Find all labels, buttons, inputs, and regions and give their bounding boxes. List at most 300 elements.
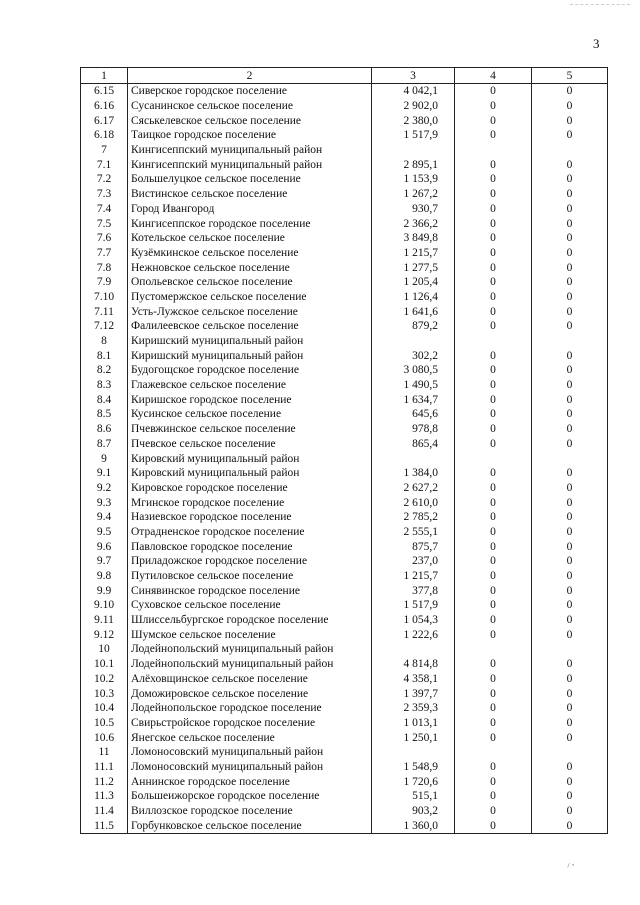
municipality-name: Фалилеевское сельское поселение: [128, 319, 372, 334]
municipality-name: Опольевское сельское поселение: [128, 275, 372, 290]
row-number: 7.2: [81, 172, 128, 187]
table-row: [81, 172, 608, 187]
table-row: [81, 363, 608, 378]
table-row: [81, 157, 608, 172]
amount-value: 930,7: [372, 202, 455, 217]
row-number: 9.10: [81, 598, 128, 613]
column-header-1: 1: [81, 68, 128, 84]
column-4-value: 0: [455, 319, 532, 334]
amount-value: 2 785,2: [372, 510, 455, 525]
column-4-value: 0: [455, 304, 532, 319]
column-header-2: 2: [128, 68, 372, 84]
column-4-value: 0: [455, 774, 532, 789]
column-5-value: 0: [532, 686, 608, 701]
table-row: [81, 569, 608, 584]
row-number: 8.3: [81, 378, 128, 393]
column-4-value: 0: [455, 407, 532, 422]
column-4-value: 0: [455, 290, 532, 305]
municipality-name: Большелуцкое сельское поселение: [128, 172, 372, 187]
column-5-value: 0: [532, 216, 608, 231]
row-number: 9.6: [81, 539, 128, 554]
column-4-value: 0: [455, 672, 532, 687]
column-5-value: 0: [532, 818, 608, 833]
amount-value: 2 366,2: [372, 216, 455, 231]
column-4-value: 0: [455, 481, 532, 496]
row-number: 7.6: [81, 231, 128, 246]
row-number: 6.15: [81, 84, 128, 99]
column-5-value: 0: [532, 672, 608, 687]
row-number: 11.3: [81, 789, 128, 804]
column-5-value: 0: [532, 231, 608, 246]
municipality-name: Лодейнопольский муниципальный район: [128, 657, 372, 672]
municipality-name: Вистинское сельское поселение: [128, 187, 372, 202]
column-4-value: 0: [455, 128, 532, 143]
column-5-value: 0: [532, 113, 608, 128]
column-4-value: 0: [455, 363, 532, 378]
column-5-value: 0: [532, 789, 608, 804]
column-5-value: 0: [532, 363, 608, 378]
amount-value: 1 548,9: [372, 760, 455, 775]
amount-value: 1 205,4: [372, 275, 455, 290]
table-row: [81, 774, 608, 789]
column-4-value: 0: [455, 466, 532, 481]
municipality-name: Кусинское сельское поселение: [128, 407, 372, 422]
table-row: [81, 804, 608, 819]
municipality-name: Путиловское сельское поселение: [128, 569, 372, 584]
table-row: [81, 437, 608, 452]
table-row: [81, 290, 608, 305]
row-number: 9.4: [81, 510, 128, 525]
row-number: 11: [81, 745, 128, 760]
column-5-value: 0: [532, 378, 608, 393]
municipality-name: Ломоносовский муниципальный район: [128, 745, 372, 760]
municipality-name: Киришское городское поселение: [128, 392, 372, 407]
amount-value: 1 490,5: [372, 378, 455, 393]
column-4-value: 0: [455, 569, 532, 584]
column-4-value: 0: [455, 216, 532, 231]
table-row: [81, 481, 608, 496]
amount-value: 4 814,8: [372, 657, 455, 672]
row-number: 9.7: [81, 554, 128, 569]
row-number: 8.7: [81, 437, 128, 452]
table-row: [81, 202, 608, 217]
amount-value: 2 555,1: [372, 525, 455, 540]
row-number: 10.6: [81, 730, 128, 745]
row-number: 9.2: [81, 481, 128, 496]
row-number: 7.1: [81, 157, 128, 172]
table-row: [81, 260, 608, 275]
column-4-value: 0: [455, 437, 532, 452]
column-4-value: 0: [455, 260, 532, 275]
handwritten-mark: ⸝‚: [563, 856, 576, 871]
allocation-table: [80, 67, 608, 834]
column-4-value: 0: [455, 275, 532, 290]
column-5-value: 0: [532, 525, 608, 540]
row-number: 8.2: [81, 363, 128, 378]
amount-value: 4 358,1: [372, 672, 455, 687]
amount-value: 1 517,9: [372, 128, 455, 143]
column-4-value: 0: [455, 613, 532, 628]
amount-value: 302,2: [372, 348, 455, 363]
column-4-value: 0: [455, 392, 532, 407]
table-row: [81, 99, 608, 114]
column-4-value: 0: [455, 583, 532, 598]
table-row: [81, 392, 608, 407]
column-5-value: 0: [532, 554, 608, 569]
column-4-value: [455, 451, 532, 466]
amount-value: 1 360,0: [372, 818, 455, 833]
table-row: [81, 730, 608, 745]
municipality-name: Ломоносовский муниципальный район: [128, 760, 372, 775]
amount-value: 2 627,2: [372, 481, 455, 496]
municipality-name: Пчевжинское сельское поселение: [128, 422, 372, 437]
row-number: 10.1: [81, 657, 128, 672]
column-5-value: 0: [532, 319, 608, 334]
amount-value: [372, 642, 455, 657]
amount-value: 1 720,6: [372, 774, 455, 789]
column-5-value: 0: [532, 304, 608, 319]
row-number: 9.1: [81, 466, 128, 481]
table-row: [81, 84, 608, 99]
table-row: [81, 466, 608, 481]
column-5-value: 0: [532, 84, 608, 99]
table-row: [81, 760, 608, 775]
page-number: 3: [593, 36, 600, 51]
column-5-value: 0: [532, 613, 608, 628]
amount-value: [372, 334, 455, 349]
municipality-name: Большеижорское городское поселение: [128, 789, 372, 804]
amount-value: 865,4: [372, 437, 455, 452]
row-number: 10.5: [81, 716, 128, 731]
municipality-name: Сяськелевское сельское поселение: [128, 113, 372, 128]
row-number: 7.9: [81, 275, 128, 290]
amount-value: 2 895,1: [372, 157, 455, 172]
municipality-name: Свирьстройское городское поселение: [128, 716, 372, 731]
amount-value: 879,2: [372, 319, 455, 334]
row-number: 8.1: [81, 348, 128, 363]
amount-value: 1 267,2: [372, 187, 455, 202]
row-number: 6.18: [81, 128, 128, 143]
row-number: 7.5: [81, 216, 128, 231]
column-4-value: 0: [455, 172, 532, 187]
row-number: 10.4: [81, 701, 128, 716]
row-number: 7: [81, 143, 128, 158]
row-number: 9.5: [81, 525, 128, 540]
amount-value: 1 634,7: [372, 392, 455, 407]
table-row: [81, 451, 608, 466]
amount-value: [372, 451, 455, 466]
table-row: [81, 143, 608, 158]
column-5-value: 0: [532, 157, 608, 172]
column-5-value: 0: [532, 701, 608, 716]
table-row: [81, 348, 608, 363]
scan-edge-line: [570, 4, 630, 6]
table-row: [81, 716, 608, 731]
column-5-value: 0: [532, 392, 608, 407]
amount-value: [372, 745, 455, 760]
municipality-name: Пустомержское сельское поселение: [128, 290, 372, 305]
amount-value: 2 380,0: [372, 113, 455, 128]
table-row: [81, 187, 608, 202]
column-5-value: [532, 642, 608, 657]
column-5-value: 0: [532, 804, 608, 819]
amount-value: 1 250,1: [372, 730, 455, 745]
row-number: 7.3: [81, 187, 128, 202]
row-number: 6.17: [81, 113, 128, 128]
amount-value: 1 222,6: [372, 627, 455, 642]
column-5-value: [532, 334, 608, 349]
municipality-name: Кировский муниципальный район: [128, 466, 372, 481]
table-row: [81, 128, 608, 143]
table-row: [81, 275, 608, 290]
column-4-value: 0: [455, 716, 532, 731]
column-header-3: 3: [372, 68, 455, 84]
municipality-name: Мгинское городское поселение: [128, 495, 372, 510]
amount-value: 237,0: [372, 554, 455, 569]
municipality-name: Сиверское городское поселение: [128, 84, 372, 99]
column-header-5: 5: [532, 68, 608, 84]
column-4-value: [455, 745, 532, 760]
municipality-name: Суховское сельское поселение: [128, 598, 372, 613]
column-5-value: 0: [532, 598, 608, 613]
row-number: 8.5: [81, 407, 128, 422]
row-number: 11.5: [81, 818, 128, 833]
column-5-value: [532, 451, 608, 466]
municipality-name: Кингисеппский муниципальный район: [128, 143, 372, 158]
table-row: [81, 701, 608, 716]
column-4-value: 0: [455, 378, 532, 393]
municipality-name: Лодейнопольский муниципальный район: [128, 642, 372, 657]
amount-value: 1 013,1: [372, 716, 455, 731]
amount-value: [372, 143, 455, 158]
table-row: [81, 216, 608, 231]
amount-value: 3 080,5: [372, 363, 455, 378]
table-row: [81, 407, 608, 422]
amount-value: 3 849,8: [372, 231, 455, 246]
column-4-value: 0: [455, 657, 532, 672]
row-number: 8.6: [81, 422, 128, 437]
table-row: [81, 672, 608, 687]
municipality-name: Синявинское городское поселение: [128, 583, 372, 598]
column-5-value: 0: [532, 481, 608, 496]
column-4-value: 0: [455, 730, 532, 745]
column-5-value: 0: [532, 99, 608, 114]
municipality-name: Приладожское городское поселение: [128, 554, 372, 569]
column-4-value: 0: [455, 818, 532, 833]
column-5-value: [532, 143, 608, 158]
row-number: 11.4: [81, 804, 128, 819]
municipality-name: Шлиссельбургское городское поселение: [128, 613, 372, 628]
row-number: 8: [81, 334, 128, 349]
municipality-name: Сусанинское сельское поселение: [128, 99, 372, 114]
table-row: [81, 113, 608, 128]
column-4-value: 0: [455, 422, 532, 437]
row-number: 11.1: [81, 760, 128, 775]
column-5-value: 0: [532, 774, 608, 789]
table-row: [81, 539, 608, 554]
municipality-name: Киришский муниципальный район: [128, 348, 372, 363]
row-number: 7.4: [81, 202, 128, 217]
table-row: [81, 422, 608, 437]
municipality-name: Нежновское сельское поселение: [128, 260, 372, 275]
column-5-value: 0: [532, 583, 608, 598]
table-row: [81, 627, 608, 642]
column-5-value: 0: [532, 275, 608, 290]
table-row: [81, 789, 608, 804]
table-row: [81, 642, 608, 657]
column-4-value: 0: [455, 525, 532, 540]
column-5-value: 0: [532, 422, 608, 437]
column-5-value: [532, 745, 608, 760]
municipality-name: Котельское сельское поселение: [128, 231, 372, 246]
column-4-value: 0: [455, 598, 532, 613]
column-4-value: 0: [455, 760, 532, 775]
municipality-name: Горбунковское сельское поселение: [128, 818, 372, 833]
column-5-value: 0: [532, 539, 608, 554]
column-5-value: 0: [532, 510, 608, 525]
table-body: [81, 84, 608, 834]
column-4-value: 0: [455, 539, 532, 554]
municipality-name: Янегское сельское поселение: [128, 730, 372, 745]
amount-value: 1 153,9: [372, 172, 455, 187]
column-4-value: 0: [455, 231, 532, 246]
column-5-value: 0: [532, 495, 608, 510]
column-5-value: 0: [532, 172, 608, 187]
amount-value: 645,6: [372, 407, 455, 422]
amount-value: 1 054,3: [372, 613, 455, 628]
row-number: 9.3: [81, 495, 128, 510]
table-row: [81, 231, 608, 246]
column-5-value: 0: [532, 290, 608, 305]
column-4-value: 0: [455, 187, 532, 202]
municipality-name: Павловское городское поселение: [128, 539, 372, 554]
municipality-name: Кировский муниципальный район: [128, 451, 372, 466]
amount-value: 1 215,7: [372, 246, 455, 261]
table-row: [81, 686, 608, 701]
municipality-name: Город Ивангород: [128, 202, 372, 217]
table-header-row: [81, 68, 608, 84]
amount-value: 377,8: [372, 583, 455, 598]
column-4-value: 0: [455, 157, 532, 172]
table-row: [81, 510, 608, 525]
column-4-value: 0: [455, 789, 532, 804]
amount-value: 515,1: [372, 789, 455, 804]
municipality-name: Усть-Лужское сельское поселение: [128, 304, 372, 319]
column-5-value: 0: [532, 627, 608, 642]
table-row: [81, 334, 608, 349]
row-number: 7.7: [81, 246, 128, 261]
column-4-value: 0: [455, 804, 532, 819]
column-4-value: 0: [455, 627, 532, 642]
amount-value: 1 126,4: [372, 290, 455, 305]
municipality-name: Таицкое городское поселение: [128, 128, 372, 143]
column-4-value: 0: [455, 202, 532, 217]
table-row: [81, 319, 608, 334]
table-row: [81, 583, 608, 598]
column-5-value: 0: [532, 657, 608, 672]
table-row: [81, 613, 608, 628]
municipality-name: Назиевское городское поселение: [128, 510, 372, 525]
municipality-name: Будогощское городское поселение: [128, 363, 372, 378]
column-4-value: 0: [455, 510, 532, 525]
municipality-name: Кингисеппское городское поселение: [128, 216, 372, 231]
column-5-value: 0: [532, 716, 608, 731]
column-5-value: 0: [532, 260, 608, 275]
column-4-value: [455, 143, 532, 158]
municipality-name: Лодейнопольское городское поселение: [128, 701, 372, 716]
row-number: 9.12: [81, 627, 128, 642]
municipality-name: Кировское городское поселение: [128, 481, 372, 496]
table-row: [81, 495, 608, 510]
row-number: 7.11: [81, 304, 128, 319]
amount-value: 2 359,3: [372, 701, 455, 716]
column-4-value: 0: [455, 554, 532, 569]
column-4-value: [455, 334, 532, 349]
column-4-value: 0: [455, 99, 532, 114]
municipality-name: Виллозское городское поселение: [128, 804, 372, 819]
amount-value: 1 384,0: [372, 466, 455, 481]
table-row: [81, 304, 608, 319]
row-number: 7.8: [81, 260, 128, 275]
municipality-name: Аннинское городское поселение: [128, 774, 372, 789]
row-number: 10.2: [81, 672, 128, 687]
row-number: 9.9: [81, 583, 128, 598]
table-row: [81, 657, 608, 672]
column-4-value: 0: [455, 84, 532, 99]
table-row: [81, 378, 608, 393]
municipality-name: Шумское сельское поселение: [128, 627, 372, 642]
table-row: [81, 598, 608, 613]
column-5-value: 0: [532, 407, 608, 422]
column-5-value: 0: [532, 760, 608, 775]
amount-value: 4 042,1: [372, 84, 455, 99]
amount-value: 2 902,0: [372, 99, 455, 114]
municipality-name: Глажевское сельское поселение: [128, 378, 372, 393]
column-4-value: 0: [455, 701, 532, 716]
column-5-value: 0: [532, 187, 608, 202]
amount-value: 2 610,0: [372, 495, 455, 510]
column-5-value: 0: [532, 437, 608, 452]
row-number: 8.4: [81, 392, 128, 407]
table-row: [81, 246, 608, 261]
column-5-value: 0: [532, 569, 608, 584]
municipality-name: Кингисеппский муниципальный район: [128, 157, 372, 172]
amount-value: 1 641,6: [372, 304, 455, 319]
municipality-name: Алёховщинское сельское поселение: [128, 672, 372, 687]
row-number: 10: [81, 642, 128, 657]
amount-value: 875,7: [372, 539, 455, 554]
amount-value: 1 277,5: [372, 260, 455, 275]
column-4-value: 0: [455, 686, 532, 701]
column-5-value: 0: [532, 128, 608, 143]
amount-value: 1 397,7: [372, 686, 455, 701]
column-5-value: 0: [532, 202, 608, 217]
table-row: [81, 745, 608, 760]
municipality-name: Киришский муниципальный район: [128, 334, 372, 349]
row-number: 9: [81, 451, 128, 466]
amount-value: 1 517,9: [372, 598, 455, 613]
row-number: 10.3: [81, 686, 128, 701]
column-4-value: 0: [455, 113, 532, 128]
column-header-4: 4: [455, 68, 532, 84]
row-number: 9.8: [81, 569, 128, 584]
column-5-value: 0: [532, 730, 608, 745]
amount-value: 903,2: [372, 804, 455, 819]
table-row: [81, 525, 608, 540]
column-5-value: 0: [532, 466, 608, 481]
municipality-name: Кузёмкинское сельское поселение: [128, 246, 372, 261]
row-number: 6.16: [81, 99, 128, 114]
